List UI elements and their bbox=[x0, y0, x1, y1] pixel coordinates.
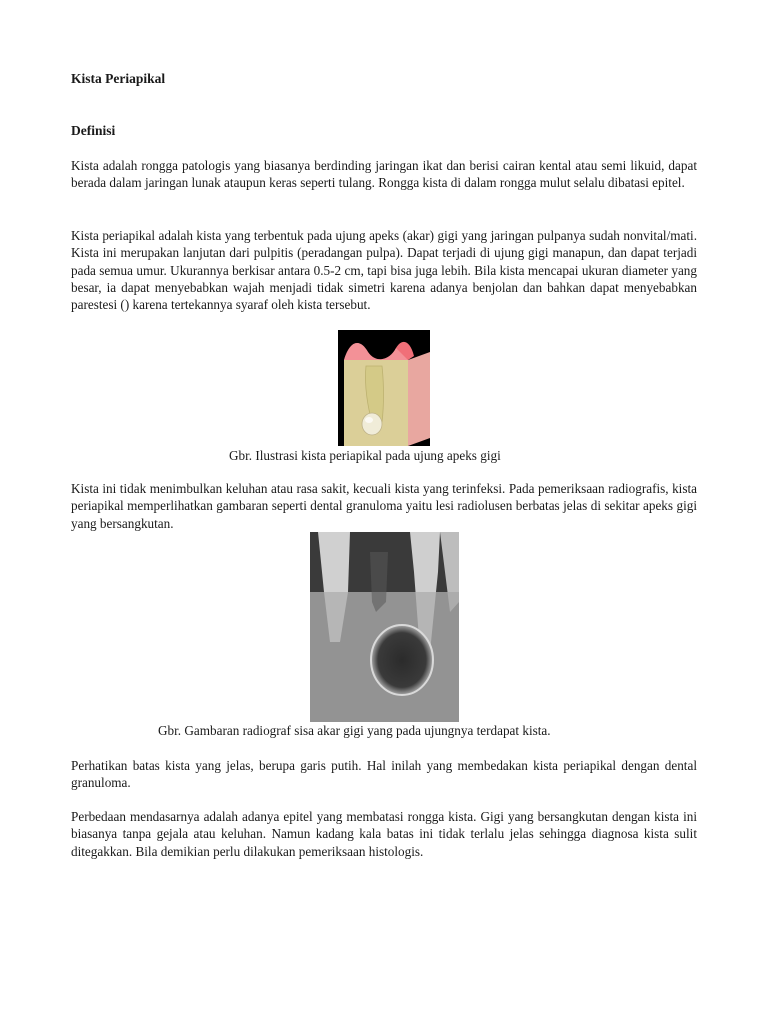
paragraph-definition: Kista adalah rongga patologis yang biasanya berdinding jaringan ikat dan berisi cairan kental atau semi likuid, dapat berada dalam jaringan lunak ataupun keras seperti tulang. Rongga kista di dalam rongga mulut selalu dibatasi epitel. bbox=[71, 158, 697, 191]
paragraph-periapical-cyst: Kista periapikal adalah kista yang terbentuk pada ujung apeks (akar) gigi yang jaringan pulpanya sudah nonvital/mati. Kista ini merupakan lanjutan dari pulpitis (peradangan pulpa). Dapat terjadi di ujung gigi manapun, dan dapat terjadi pada semua umur. Ukurannya berkisar antara 0.5-2 cm, tapi bisa juga lebih. Bila kista mencapai ukuran diameter yang besar, ia dapat menyebabkan wajah menjadi tidak simetri karena adanya benjolan dan bahkan dapat menyebabkan parestesi () karena tertekannya syaraf oleh kista tersebut. bbox=[71, 228, 697, 313]
paragraph-cyst-border: Perhatikan batas kista yang jelas, berupa garis putih. Hal inilah yang membedakan kista periapikal dengan dental granuloma. bbox=[71, 758, 697, 791]
periapical-cyst-illustration bbox=[338, 330, 430, 446]
document-title: Kista Periapikal bbox=[71, 71, 166, 86]
section-heading: Definisi bbox=[71, 123, 116, 138]
paragraph-difference: Perbedaan mendasarnya adalah adanya epitel yang membatasi rongga kista. Gigi yang bersangkutan dengan kista ini biasanya tanpa gejala atau keluhan. Namun kadang kala batas ini tidak terlalu jelas sehingga diagnosa kista sulit ditegakkan. Bila demikian perlu dilakukan pemeriksaan histologis. bbox=[71, 809, 697, 859]
dental-radiograph-image bbox=[310, 532, 459, 722]
figure-caption-illustration: Gbr. Ilustrasi kista periapikal pada ujung apeks gigi bbox=[229, 448, 501, 463]
paragraph-radiographic: Kista ini tidak menimbulkan keluhan atau rasa sakit, kecuali kista yang terinfeksi. Pada pemeriksaan radiografis, kista periapikal memperlihatkan gambaran seperti dental granuloma yaitu lesi radiolusen berbatas jelas di sekitar apeks gigi yang bersangkutan. bbox=[71, 481, 697, 531]
figure-caption-radiograph: Gbr. Gambaran radiograf sisa akar gigi yang pada ujungnya terdapat kista. bbox=[158, 723, 551, 738]
